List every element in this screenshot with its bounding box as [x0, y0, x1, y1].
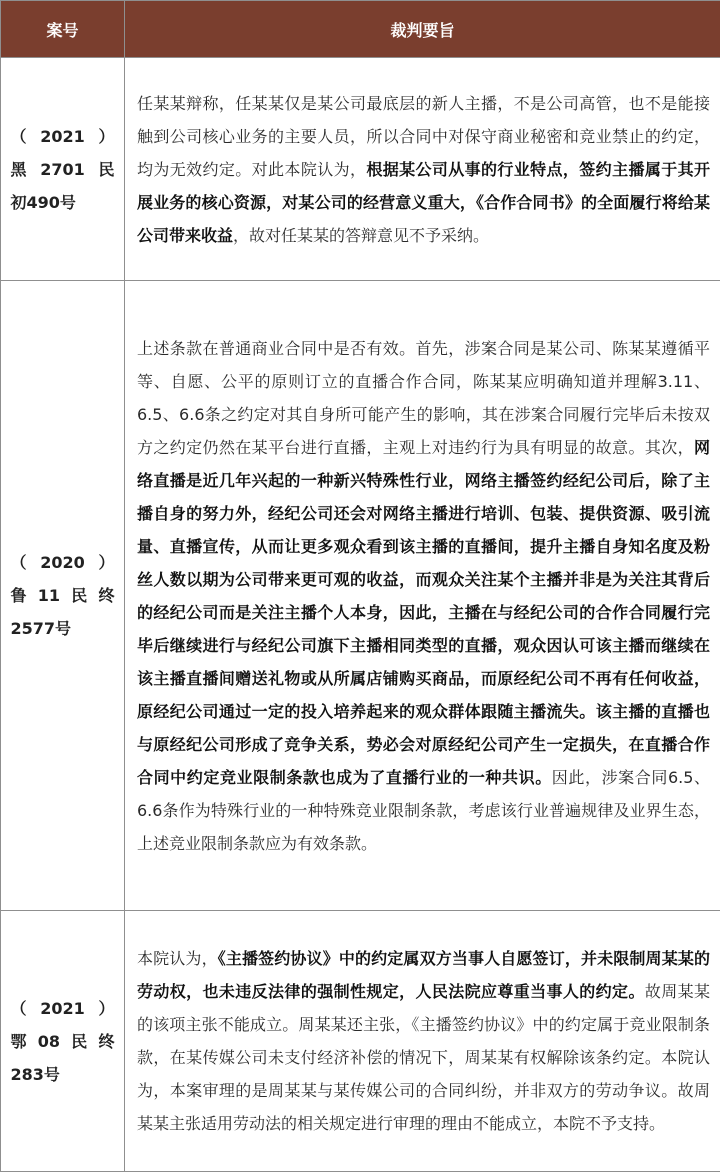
case-number-line: （2021）: [11, 992, 115, 1025]
case-number-line: 283号: [11, 1058, 115, 1091]
table-row: [1, 58, 720, 281]
case-number-cell: [1, 911, 125, 1172]
case-number-cell: [1, 281, 125, 911]
case-number-line: （2020）: [11, 546, 115, 579]
case-number-cell: [1, 58, 125, 281]
table-row: [1, 911, 720, 1172]
case-number-line: 2577号: [11, 612, 115, 645]
gist-emphasis: 网络直播是近几年兴起的一种新兴特殊性行业，网络主播签约经纪公司后，除了主播自身的努力外，经纪公司还会对网络主播进行培训、包装、提供资源、吸引流量、直播宣传，从而让更多观众看到该主播的直播间，提升主播自身知名度及粉丝人数以期为公司带来更可观的收益，而观众关注某个主播并非是为关注其背后的经纪公司而是关注主播个人本身，因此，主播在与经纪公司的合作合同履行完毕后继续进行与经纪公司旗下主播相同类型的直播，观众因认可该主播而继续在该主播直播间赠送礼物或从所属店铺购买商品，而原经纪公司不再有任何收益，原经纪公司通过一定的投入培养起来的观众群体跟随主播流失。该主播的直播也与原经纪公司形成了竞争关系，势必会对原经纪公司产生一定损失，在直播合作合同中约定竞业限制条款也成为了直播行业的一种共识。: [137, 438, 710, 787]
table-header-row: [1, 1, 720, 58]
ruling-gist-cell: [125, 58, 720, 281]
gist-text: 本院认为，: [137, 949, 218, 968]
table-row: [1, 281, 720, 911]
gist-text: 上述条款在普通商业合同中是否有效。首先，涉案合同是某公司、陈某某遵循平等、自愿、公平的原则订立的直播合作合同，陈某某应明确知道并理解3.11、6.5、6.6条之约定对其自身所可能产生的影响，其在涉案合同履行完毕后未按双方之约定仍然在某平台进行直播，主观上对违约行为具有明显的故意。其次，: [137, 339, 710, 457]
header-case-number: 案号: [1, 1, 125, 58]
ruling-gist-cell: [125, 281, 720, 911]
gist-text: 任某某辩称，任某某仅是某公司最底层的新人主播，不是公司高管，也不是能接触到公司核心业务的主要人员，所以合同中对保守商业秘密和竞业禁止的约定，均为无效约定。对此本院认为，: [137, 94, 710, 179]
gist-emphasis: 根据某公司从事的行业特点，签约主播属于其开展业务的核心资源，对某公司的经营意义重大，《合作合同书》的全面履行将给某公司带来收益: [137, 160, 710, 245]
gist-text: ，故对任某某的答辩意见不予采纳。: [233, 226, 489, 245]
case-number-line: 鲁11民终: [11, 579, 115, 612]
ruling-gist-cell: [125, 911, 720, 1172]
case-number-line: （2021）: [11, 120, 115, 153]
gist-text: 因此，涉案合同6.5、6.6条作为特殊行业的一种特殊竞业限制条款，考虑该行业普遍规律及业界生态，上述竞业限制条款应为有效条款。: [137, 768, 710, 853]
gist-emphasis: 《主播签约协议》中的约定属双方当事人自愿签订，并未限制周某某的劳动权，也未违反法律的强制性规定，人民法院应尊重当事人的约定。: [137, 949, 710, 1001]
gist-text: 故周某某的该项主张不能成立。周某某还主张，《主播签约协议》中的约定属于竞业限制条款，在某传媒公司未支付经济补偿的情况下，周某某有权解除该条约定。本院认为，本案审理的是周某某与某传媒公司的合同纠纷，并非双方的劳动争议。故周某某主张适用劳动法的相关规定进行审理的理由不能成立，本院不予支持。: [137, 982, 710, 1133]
case-number-line: 鄂08民终: [11, 1025, 115, 1058]
header-ruling-gist: 裁判要旨: [125, 1, 720, 58]
case-number-line: 初490号: [11, 186, 115, 219]
case-number-line: 黑2701民: [11, 153, 115, 186]
